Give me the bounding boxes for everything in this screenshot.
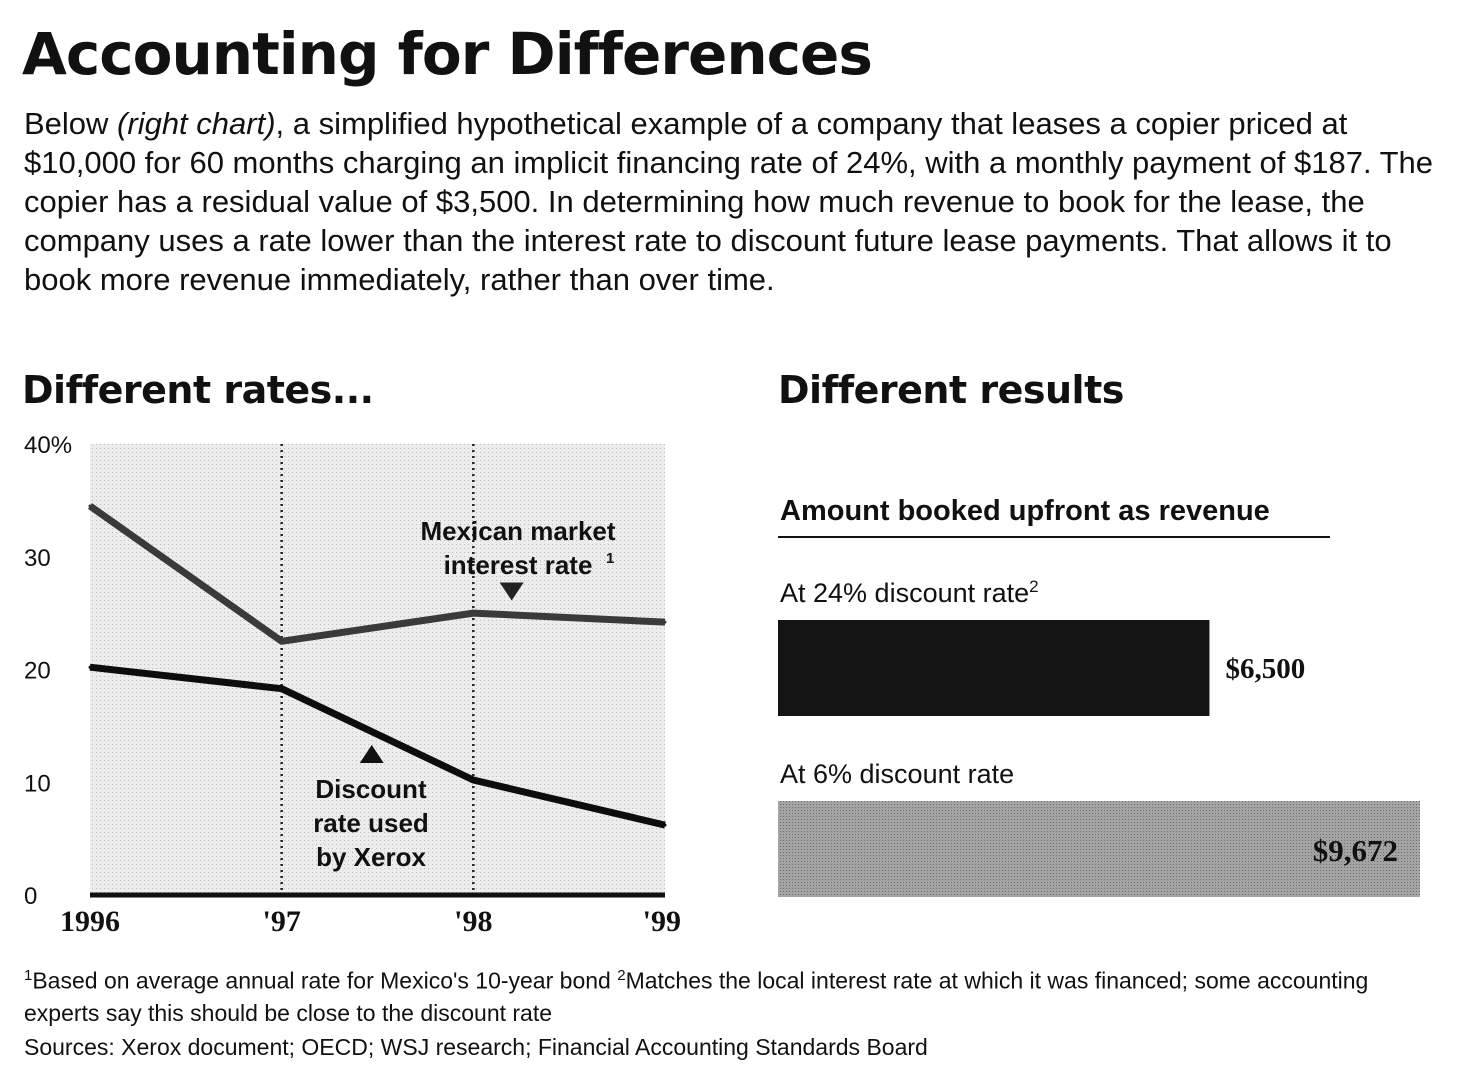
data-point [89,505,92,508]
bar-category-label: At 6% discount rate [780,759,1015,789]
right-chart-heading: Different results [778,368,1124,412]
x-tick-label: 1996 [60,905,120,938]
left-chart-heading: Different rates... [22,368,374,412]
footnote-2-text: Matches the local interest rate at which it was financed; some accounting experts say this should be close to the discount rate [24,967,1369,1026]
bar-category-sup: 2 [1029,577,1039,596]
line-chart [24,432,681,938]
intro-post: , a simplified hypothetical example of a company that leases a copier priced at $10,000 for 60 months charging an implicit financing rate of 24%, with a monthly payment of $187. The copier has a residual value of $3,500. In determining how much revenue to book for the lease, the company uses a rate lower than the interest rate to discount future lease payments. That allows it to book more revenue immediately, rather than over time. [24,106,1434,297]
bar-value-label: $6,500 [1225,653,1306,685]
y-tick-label: 10 [24,770,51,798]
data-point [280,640,283,643]
series-label-mexican-line-1: Mexican market [420,516,616,546]
data-point [472,778,475,781]
data-point [664,621,667,624]
data-point [664,824,667,827]
footnote-1-marker: 1 [24,967,33,984]
series-label-mexican-sup: 1 [606,550,615,567]
data-point [280,687,283,690]
data-point [472,612,475,615]
y-tick-label: 20 [24,657,51,685]
x-tick-label: '98 [454,905,493,938]
y-tick-label: 40% [24,432,73,459]
intro-pre: Below [24,106,118,141]
sources-line: Sources: Xerox document; OECD; WSJ research; Financial Accounting Standards Board [24,1034,928,1060]
y-tick-label: 0 [24,883,38,910]
series-label-mexican-line-2: interest rate [443,550,593,580]
series-label-xerox-line-3: by Xerox [316,842,426,872]
x-tick-label: '99 [642,905,681,938]
x-tick-label: '97 [262,905,301,938]
intro-italic: (right chart) [117,106,276,141]
bar [778,620,1209,716]
series-label-xerox-line-2: rate used [313,808,429,838]
data-point [89,666,92,669]
bar-category-label: At 24% discount rate$^2$ [780,577,1039,608]
footnote-2-marker: 2 [617,967,626,984]
series-label-xerox-line-1: Discount [315,774,427,804]
y-tick-label: 30 [24,544,51,572]
bar-chart-title: Amount booked upfront as revenue [780,495,1270,527]
footnote-1-text: Based on average annual rate for Mexico's 10-year bond [32,967,618,994]
page-title: Accounting for Differences [22,20,872,88]
bar-value-label: $9,672 [1312,833,1398,868]
bar-chart [778,495,1420,897]
footnotes [24,960,1444,1029]
